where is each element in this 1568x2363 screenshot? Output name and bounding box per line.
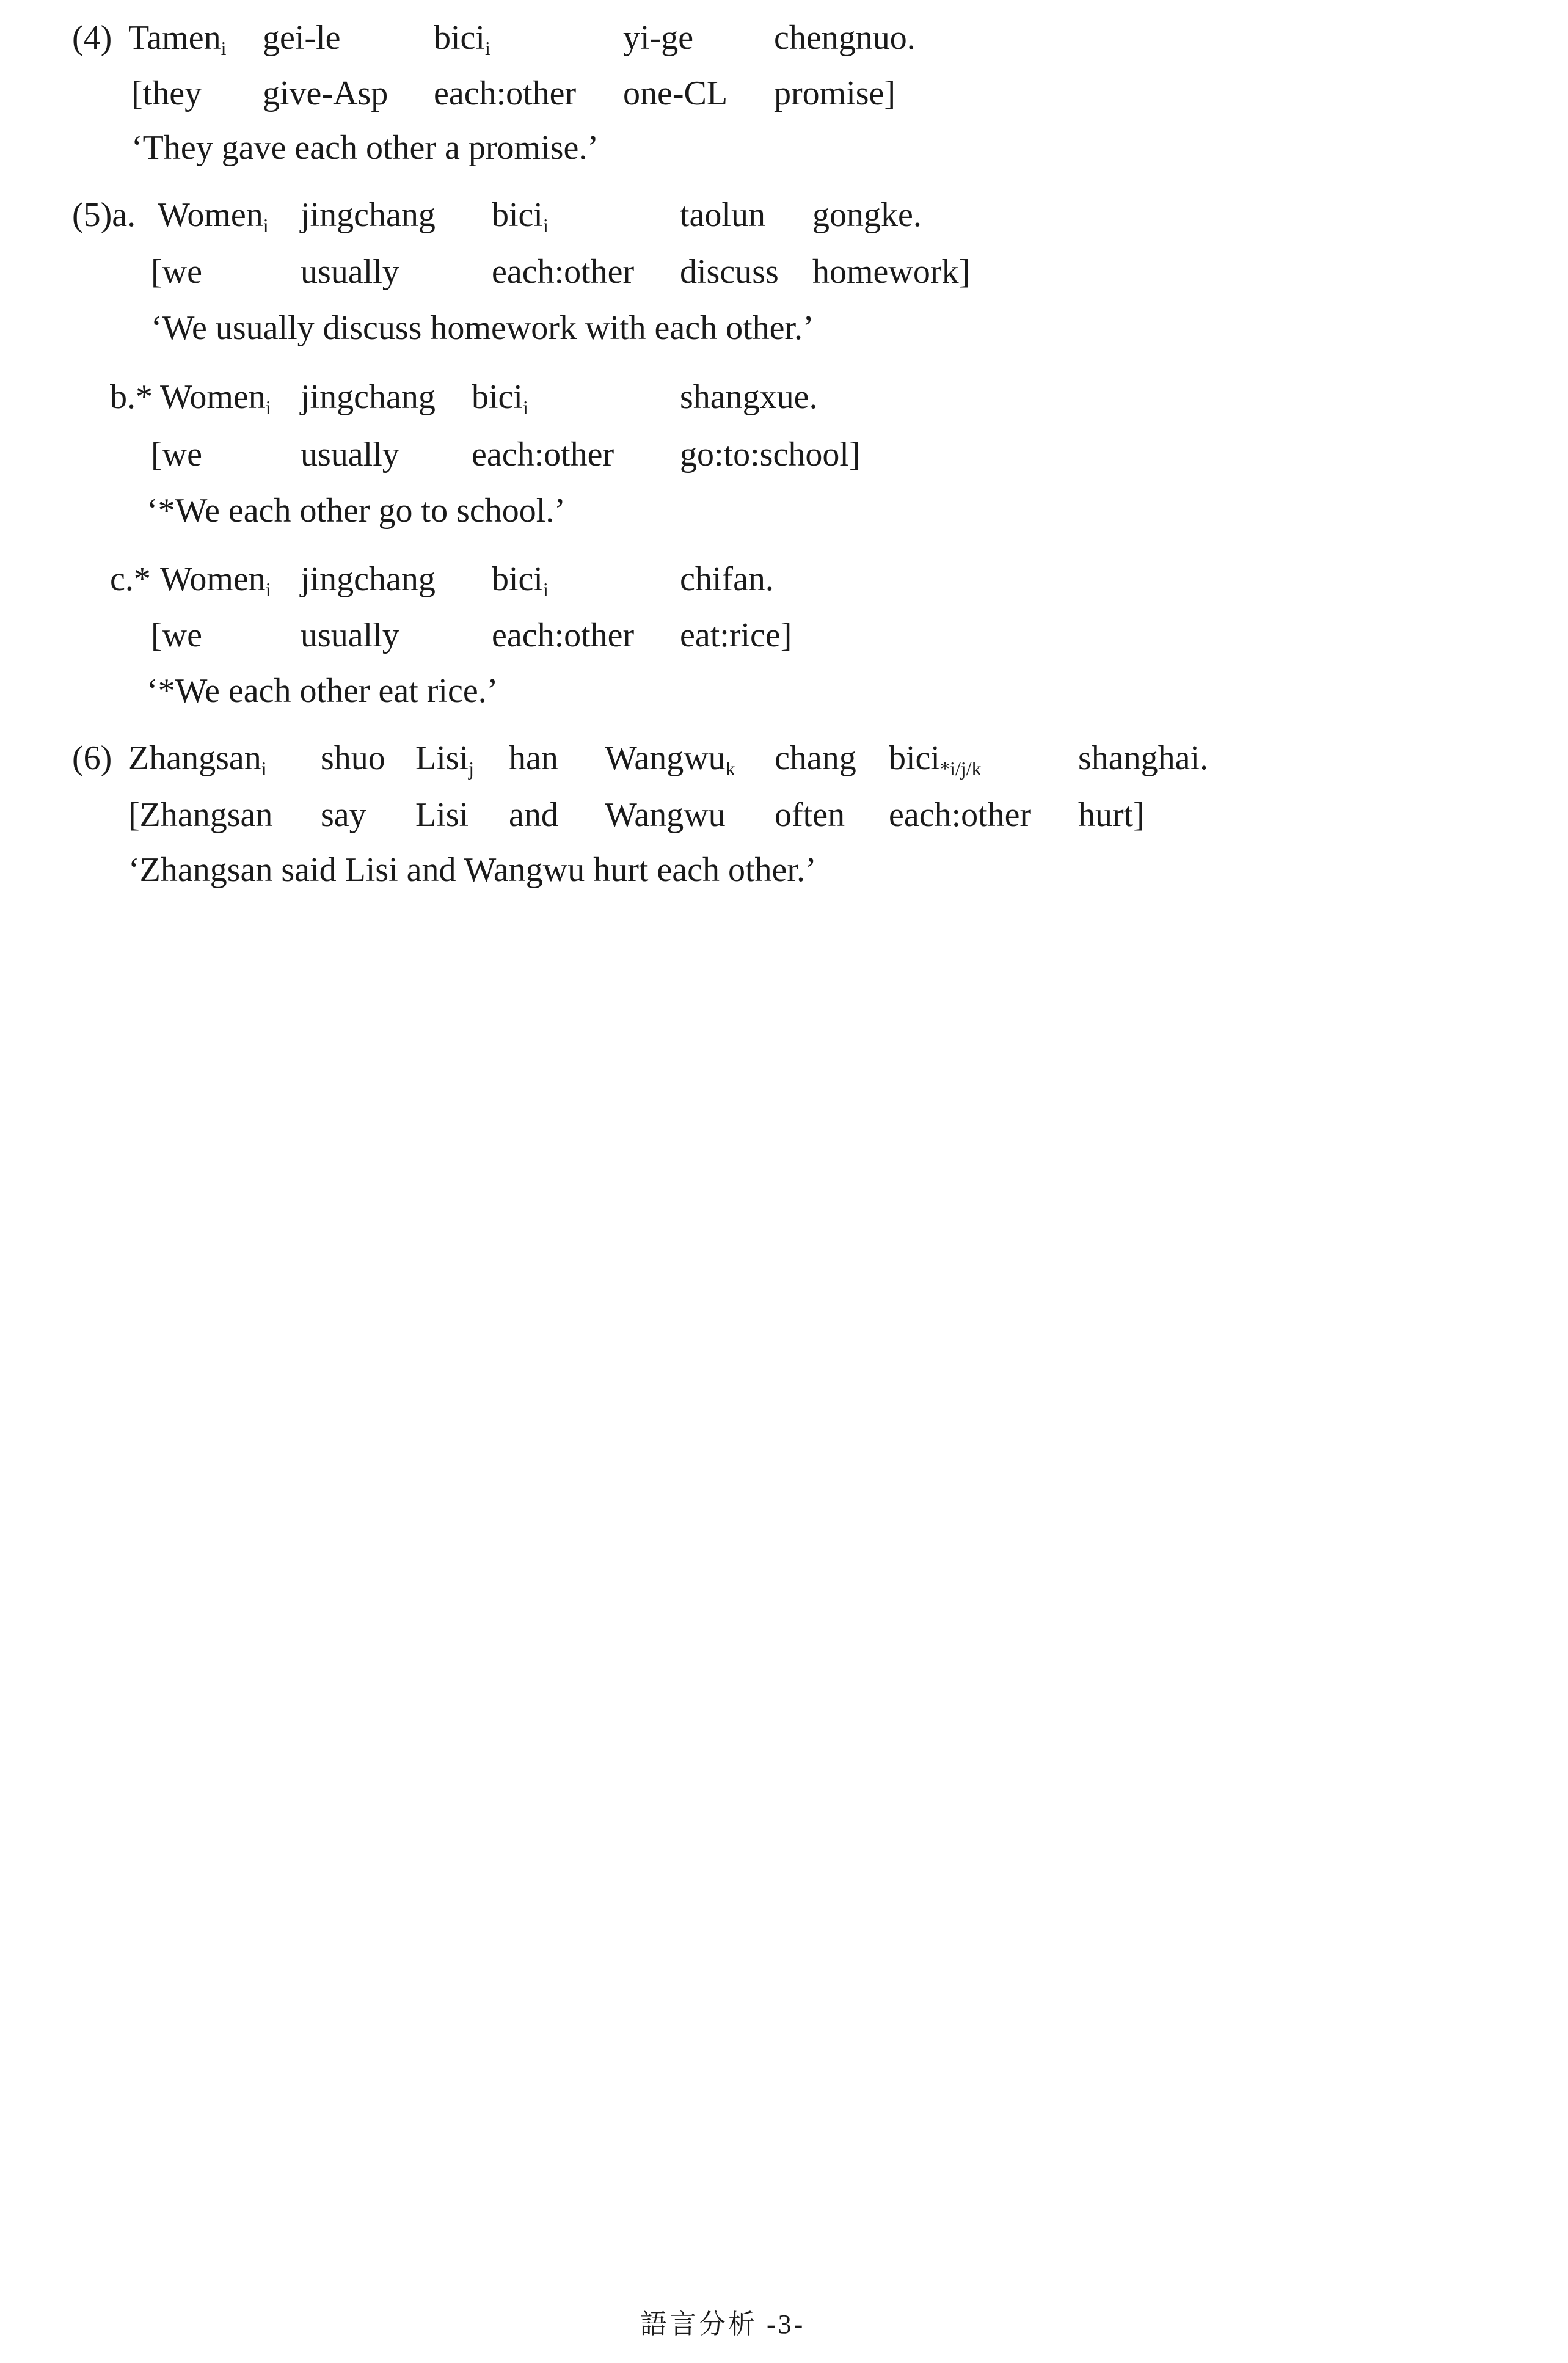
ex4-gloss-1: [they xyxy=(131,75,202,112)
ex5b-translation: ‘*We each other go to school.’ xyxy=(147,492,566,530)
ex5b-gloss-4: go:to:school] xyxy=(680,436,861,473)
ex5b-gloss-2: usually xyxy=(301,436,399,473)
ex6-gloss-1: [Zhangsan xyxy=(128,796,273,834)
ex4-word-tamen: Tamen$_i$ xyxy=(128,19,227,59)
ex5b-word-women: Women$_i$ xyxy=(160,378,271,418)
ex4-word-yige: yi-ge xyxy=(623,19,694,57)
ex4-gloss-3: each:other xyxy=(434,75,577,112)
ex4-word-bici: bici$_i$ xyxy=(434,19,490,59)
ex6-word-han: han xyxy=(509,739,558,777)
ex5a-word-bici: bici$_i$ xyxy=(492,196,549,236)
ex5c-translation: ‘*We each other eat rice.’ xyxy=(147,672,498,710)
ex6-word-shuo: shuo xyxy=(321,739,385,777)
ex4-translation: ‘They gave each other a promise.’ xyxy=(131,129,599,167)
ex5a-word-women: Women$_i$ xyxy=(158,196,269,236)
ex6-gloss-4: and xyxy=(509,796,558,834)
ex5c-gloss-4: eat:rice] xyxy=(680,616,792,654)
ex6-gloss-5: Wangwu xyxy=(605,796,726,834)
ex6-word-shanghai: shanghai. xyxy=(1078,739,1209,777)
ex5b-word-bici: bici$_i$ xyxy=(472,378,528,418)
ex4-gloss-5: promise] xyxy=(774,75,896,112)
ex4-word-geile: gei-le xyxy=(263,19,341,57)
ex5a-word-taolun: taolun xyxy=(680,196,765,234)
ex4-gloss-2: give-Asp xyxy=(263,75,388,112)
ex4-label: (4) xyxy=(72,19,112,57)
ex5c-word-bici: bici$_i$ xyxy=(492,560,549,601)
ex6-word-zhangsan: Zhangsan$_i$ xyxy=(128,739,267,780)
ex6-word-bici: bici$_{*i/j/k}$ xyxy=(889,739,982,780)
ex6-gloss-8: hurt] xyxy=(1078,796,1145,834)
ex5a-gloss-5: homework] xyxy=(812,253,971,291)
ex5a-gloss-2: usually xyxy=(301,253,399,291)
ex5b-word-jingchang: jingchang xyxy=(301,378,436,416)
ex6-word-lisi: Lisi$_j$ xyxy=(415,739,475,780)
ex5a-gloss-3: each:other xyxy=(492,253,635,291)
ex5c-word-jingchang: jingchang xyxy=(301,560,436,598)
ex5c-gloss-2: usually xyxy=(301,616,399,654)
ex4-word-chengnuo: chengnuo. xyxy=(774,19,916,57)
ex5a-word-jingchang: jingchang xyxy=(301,196,436,234)
ex5a-label: (5)a. xyxy=(72,196,136,234)
ex5b-gloss-3: each:other xyxy=(472,436,614,473)
ex5a-gloss-4: discuss xyxy=(680,253,779,291)
ex6-word-wangwu: Wangwu$_k$ xyxy=(605,739,735,780)
ex5b-label: b.* xyxy=(110,378,153,416)
ex5c-word-women: Women$_i$ xyxy=(160,560,271,601)
ex6-translation: ‘Zhangsan said Lisi and Wangwu hurt each other.’ xyxy=(128,851,817,889)
ex5a-gloss-1: [we xyxy=(151,253,202,291)
page-footer: 語言分析 -3- xyxy=(640,2309,806,2339)
ex5c-label: c.* xyxy=(110,560,151,598)
ex6-gloss-3: Lisi xyxy=(415,796,469,834)
ex6-gloss-7: each:other xyxy=(889,796,1032,834)
ex5a-word-gongke: gongke. xyxy=(812,196,922,234)
ex5b-word-shangxue: shangxue. xyxy=(680,378,818,416)
ex6-word-chang: chang xyxy=(775,739,856,777)
ex6-gloss-6: often xyxy=(775,796,845,834)
ex5a-translation: ‘We usually discuss homework with each other.’ xyxy=(151,309,814,347)
ex4-gloss-4: one-CL xyxy=(623,75,728,112)
ex5c-word-chifan: chifan. xyxy=(680,560,774,598)
ex5c-gloss-1: [we xyxy=(151,616,202,654)
ex6-label: (6) xyxy=(72,739,112,777)
ex5b-gloss-1: [we xyxy=(151,436,202,473)
ex6-gloss-2: say xyxy=(321,796,366,834)
ex5c-gloss-3: each:other xyxy=(492,616,635,654)
